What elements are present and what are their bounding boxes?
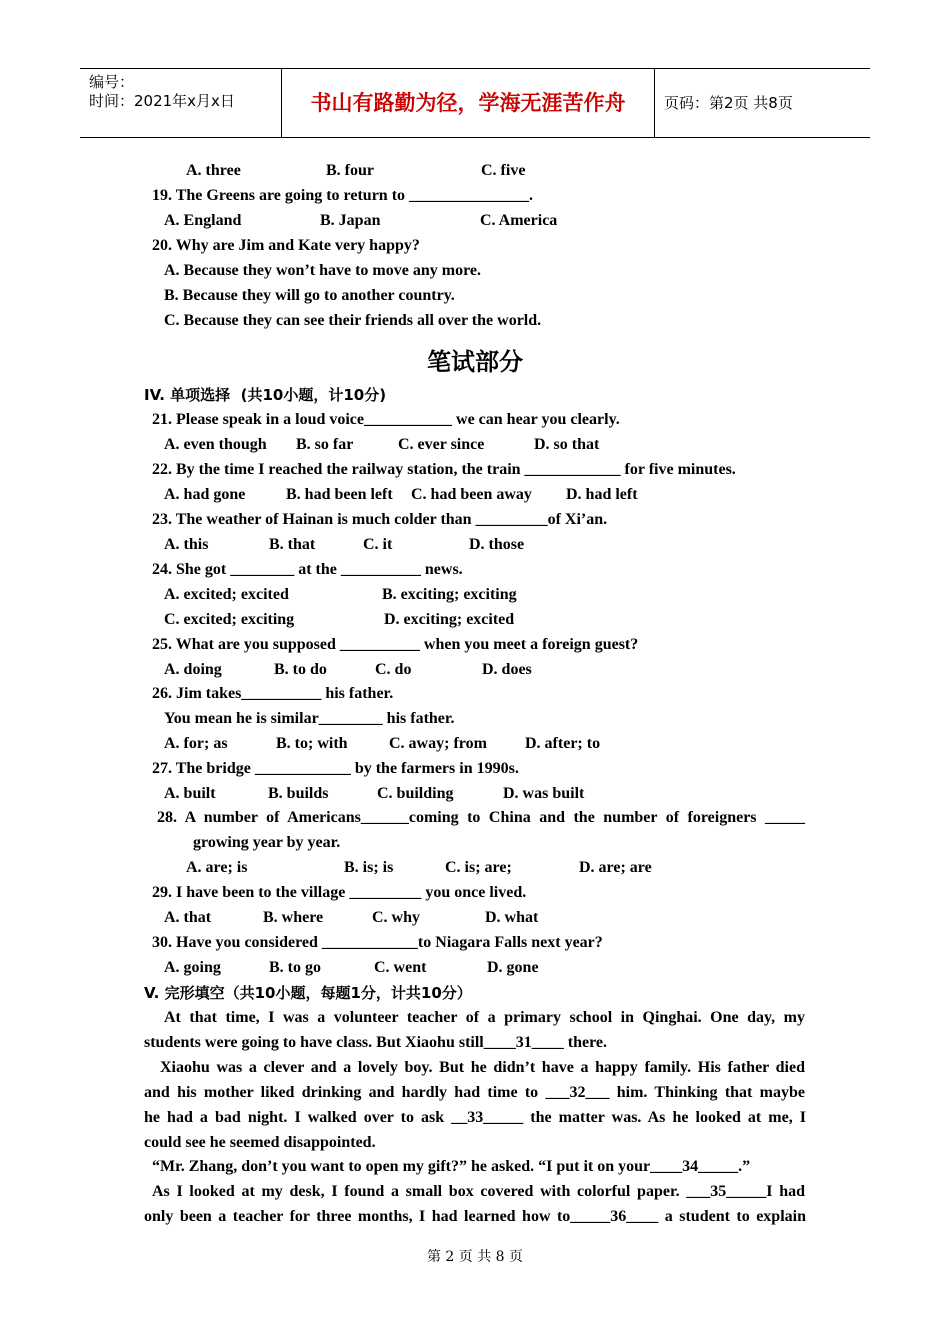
q22-option-c: C. had been away xyxy=(411,486,532,503)
q29-option-a: A. that xyxy=(164,909,212,926)
q22-option-b: B. had been left xyxy=(286,486,393,503)
cloze-line: “Mr. Zhang, don’t you want to open my gift?” he asked. “I put it on your____34_____.” xyxy=(152,1158,751,1175)
q28-option-a: A. are; is xyxy=(186,859,248,876)
q20-stem: 20. Why are Jim and Kate very happy? xyxy=(152,237,420,254)
q23-option-d: D. those xyxy=(469,536,525,553)
q24-option-d: D. exciting; excited xyxy=(384,611,515,628)
q21-option-d: D. so that xyxy=(534,436,600,453)
date-line: 时间：2021年x月x日 xyxy=(89,92,235,110)
q26-option-a: A. for; as xyxy=(164,735,228,752)
q18-option-a: A. three xyxy=(186,162,241,179)
q25-option-d: D. does xyxy=(482,661,532,678)
q30-option-b: B. to go xyxy=(269,959,321,976)
q28-option-b: B. is; is xyxy=(344,859,394,876)
cloze-line: could see he seemed disappointed. xyxy=(144,1134,376,1151)
q19-option-a: A. England xyxy=(164,212,242,229)
q20-option-b: B. Because they will go to another country. xyxy=(164,287,455,304)
q22-option-a: A. had gone xyxy=(164,486,246,503)
q29-option-c: C. why xyxy=(372,909,421,926)
q27-stem: 27. The bridge ____________ by the farmers in 1990s. xyxy=(152,760,519,777)
q19-stem: 19. The Greens are going to return to _______________. xyxy=(152,187,534,204)
q22-stem: 22. By the time I reached the railway station, the train ____________ for five minutes. xyxy=(152,461,736,478)
q24-option-c: C. excited; exciting xyxy=(164,611,295,628)
q30-option-c: C. went xyxy=(374,959,427,976)
q18-option-c: C. five xyxy=(481,162,526,179)
q29-option-d: D. what xyxy=(485,909,539,926)
q25-option-a: A. doing xyxy=(164,661,222,678)
cloze-line: only been a teacher for three months, I had learned how to_____36____ a student to explain xyxy=(144,1208,806,1225)
q21-stem: 21. Please speak in a loud voice___________ we can hear you clearly. xyxy=(152,411,620,428)
q27-option-c: C. building xyxy=(377,785,454,802)
q21-option-a: A. even though xyxy=(164,436,267,453)
q29-option-b: B. where xyxy=(263,909,324,926)
q26-option-b: B. to; with xyxy=(276,735,348,752)
q23-option-c: C. it xyxy=(363,536,393,553)
q18-option-b: B. four xyxy=(326,162,374,179)
cloze-line: he had a bad night. I walked over to ask __33_____ the matter was. As he looked at me, I xyxy=(144,1109,806,1126)
q28-stem-line2: growing year by year. xyxy=(193,834,341,851)
q25-stem: 25. What are you supposed __________ when you meet a foreign guest? xyxy=(152,636,639,653)
section4-heading: IV. 单项选择 (共10小题，计10分) xyxy=(144,386,387,404)
q22-option-d: D. had left xyxy=(566,486,638,503)
cloze-line: and his mother liked drinking and hardly had time to ___32___ him. Thinking that maybe xyxy=(144,1084,805,1101)
q24-stem: 24. She got ________ at the __________ news. xyxy=(152,561,463,578)
page-header xyxy=(80,68,870,138)
q24-option-a: A. excited; excited xyxy=(164,586,289,603)
page-footer: 第 2 页 共 8 页 xyxy=(426,1249,524,1265)
q30-stem: 30. Have you considered ____________to Niagara Falls next year? xyxy=(152,934,603,951)
q25-option-c: C. do xyxy=(375,661,412,678)
q19-option-b: B. Japan xyxy=(320,212,381,229)
q27-option-d: D. was built xyxy=(503,785,585,802)
cloze-line: As I looked at my desk, I found a small box covered with colorful paper. ___35_____I had xyxy=(152,1183,805,1200)
q27-option-a: A. built xyxy=(164,785,216,802)
header-meta-cell xyxy=(80,69,282,137)
cloze-line: students were going to have class. But Xiaohu still____31____ there. xyxy=(144,1034,607,1051)
section5-heading: V. 完形填空（共10小题，每题1分，计共10分） xyxy=(144,984,472,1002)
q29-stem: 29. I have been to the village _________ you once lived. xyxy=(152,884,527,901)
q26-stem: 26. Jim takes__________ his father. xyxy=(152,685,394,702)
q20-option-c: C. Because they can see their friends all over the world. xyxy=(164,312,542,329)
q26-option-d: D. after; to xyxy=(525,735,601,752)
written-part-title: 笔试部分 xyxy=(427,348,523,376)
q26-option-c: C. away; from xyxy=(389,735,487,752)
q28-option-c: C. is; are; xyxy=(445,859,512,876)
header-motto: 书山有路勤为径，学海无涯苦作舟 xyxy=(282,69,655,137)
q23-option-a: A. this xyxy=(164,536,209,553)
q27-option-b: B. builds xyxy=(268,785,329,802)
q28-stem-line1: 28. A number of Americans______coming to China and the number of foreigners _____ xyxy=(157,809,805,826)
q28-option-d: D. are; are xyxy=(579,859,652,876)
q23-option-b: B. that xyxy=(269,536,316,553)
q21-option-c: C. ever since xyxy=(398,436,485,453)
q23-stem: 23. The weather of Hainan is much colder than _________of Xi’an. xyxy=(152,511,608,528)
q20-option-a: A. Because they won’t have to move any more. xyxy=(164,262,481,279)
number-label: 编号： xyxy=(89,73,135,91)
q25-option-b: B. to do xyxy=(274,661,327,678)
q26-stem-2: You mean he is similar________ his father. xyxy=(164,710,455,727)
q19-option-c: C. America xyxy=(480,212,558,229)
q30-option-d: D. gone xyxy=(487,959,539,976)
header-page-code: 页码：第2页 共8页 xyxy=(664,94,793,112)
cloze-line: At that time, I was a volunteer teacher of a primary school in Qinghai. One day, my xyxy=(164,1009,805,1026)
cloze-line: Xiaohu was a clever and a lovely boy. But he didn’t have a happy family. His father died xyxy=(160,1059,805,1076)
q24-option-b: B. exciting; exciting xyxy=(382,586,517,603)
q21-option-b: B. so far xyxy=(296,436,354,453)
q30-option-a: A. going xyxy=(164,959,221,976)
